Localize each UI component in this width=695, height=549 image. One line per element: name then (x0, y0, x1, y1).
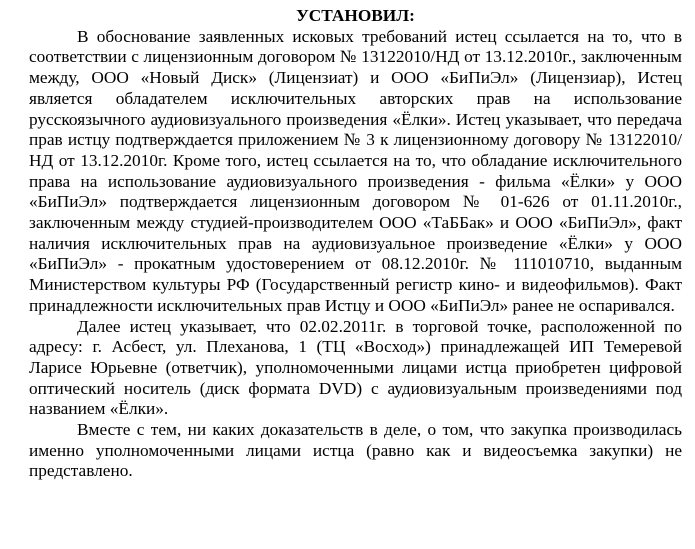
paragraph-claim-basis: В обоснование заявленных исковых требований истец ссылается на то, что в соответствии с лицензионным договором № 13122010/НД от 13.12.2010г., заключенным между, ООО «Новый Диск» (Лицензиат) и ООО «БиПиЭл» (Лицензиар), Истец является обладателем исключительных авторских прав на использование русскоязычного аудиовизуального произведения «Ёлки». Истец указывает, что передача прав истцу подтверждается приложением № 3 к лицензионному договору № 13122010/НД от 13.12.2010г. Кроме того, истец ссылается на то, что обладание исключительного права на использование аудиовизуального произведения - фильма «Ёлки» у ООО «БиПиЭл» подтверждается лицензионным договором № 01-626 от 01.11.2010г., заключенным между студией-производителем ООО «ТаББак» и ООО «БиПиЭл», факт наличия исключительных прав на аудиовизуальное произведение «Ёлки» у ООО «БиПиЭл» - прокатным удостоверением от 08.12.2010г. № 111010710, выданным Министерством культуры РФ (Государственный регистр кино- и видеофильмов). Факт принадлежности исключительных прав Истцу и ООО «БиПиЭл» ранее не оспаривался. (29, 26, 682, 315)
paragraph-purchase: Далее истец указывает, что 02.02.2011г. в торговой точке, расположенной по адресу: г. Асбест, ул. Плеханова, 1 (ТЦ «Восход») принадлежащей ИП Темеревой Ларисе Юрьевне (ответчик), уполномоченными лицами истца приобретен цифровой оптический носитель (диск формата DVD) с аудиовизуальным произведениями под названием «Ёлки». (29, 316, 682, 419)
section-heading: УСТАНОВИЛ: (296, 6, 415, 25)
paragraph-evidence: Вместе с тем, ни каких доказательств в деле, о том, что закупка производилась именно уполномоченными лицами истца (равно как и видеосъемка закупки) не представлено. (29, 420, 682, 481)
